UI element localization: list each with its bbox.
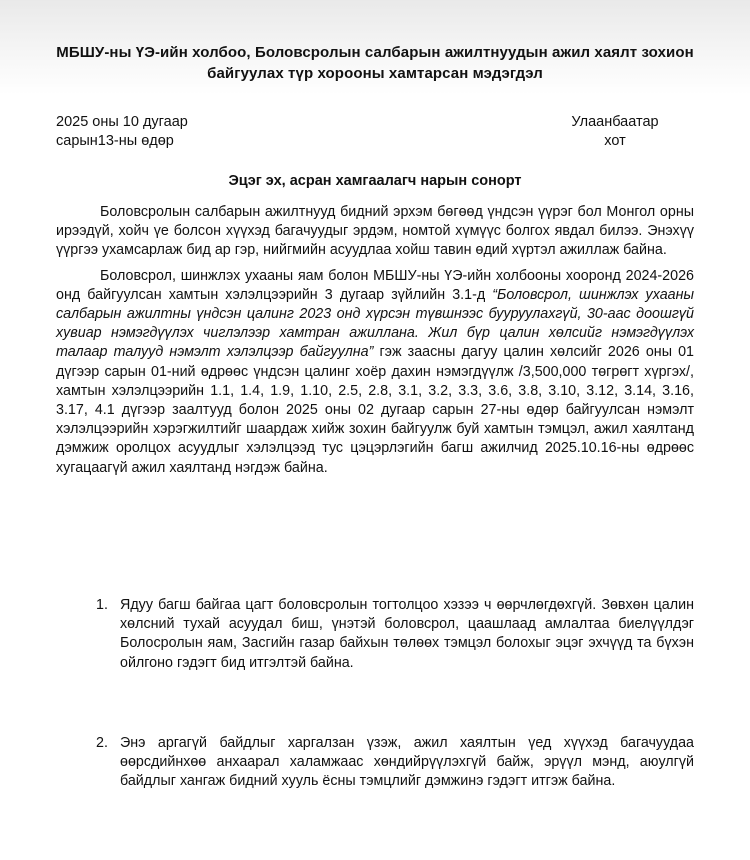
paragraph-1: Боловсролын салбарын ажилтнууд бидний эрхэм бөгөөд үндсэн үүрэг бол Монгол орны ирээдүй, хойч үе болсон хүүхэд багачуудыг эрдэм, номтой хүмүүс болгох явдал билээ. Энэхүү үүргээ ухамсарлаж бид ар гэр, нийгмийн асуудлаа хойш тавин өдий хүртэл ажиллаж байна. [56,204,694,259]
paragraph-2-start: Боловсрол, шинжлэх ухааны яам болон МБШУ-ны ҮЭ-ийн холбооны хооронд 2024-2026 онд байгуулсан хамтын хэлэлцээрийн 3 дугаар зүйлийн 3.1-д [56,267,694,303]
list-item [56,734,694,792]
document-date [56,113,188,151]
document-title: МБШУ-ны ҮЭ-ийн холбоо, Боловсролын салбарын ажилтнуудын ажил хаялт зохион байгуулах түр хорооны хамтарсан мэдэгдэл [56,44,694,82]
list-item-number: 2. [96,735,108,751]
paragraph-2-quote: “Боловсрол, шинжлэх ухааны салбарын ажилтны үндсэн цалинг 2023 онд хүрсэн түвшнээс бууруулахгүй, 30-аас доошгүй хувиар нэмэгдүүлэх чиглэлээр хамтран ажиллана. Жил бүр цалин хөлсийг нэмэгдүүлэх талаар талууд нэмэлт хэлэлцээр байгуулна” [56,286,694,361]
list-item [56,596,694,673]
document-body [56,203,694,484]
salutation-heading: Эцэг эх, асран хамгаалагч нарын сонорт [228,173,522,189]
place-line-1: Улаанбаатар [571,114,659,130]
list-item-text: Энэ аргагүй байдлыг харгалзан үзэж, ажил хаялтын үед хүүхэд багачуудаа өөрсдийнхөө анхаарал халамжаас хөндийрүүлэхгүй байж, эрүүл мэнд, аюулгүй байдлыг хангаж бидний хууль ёсны тэмцлийг дэмжинэ гэдэгт итгэж байна. [120,735,694,790]
document-place [540,113,690,151]
date-line-1: 2025 оны 10 дугаар [56,114,188,130]
place-line-2: хот [604,133,626,149]
list-item-text: Ядуу багш байгаа цагт боловсролын тогтолцоо хэзээ ч өөрчлөгдөхгүй. Зөвхөн цалин хөлсний тухай асуудал биш, үнэтэй боловсрол, цаашлаад амлалтаа биелүүлдэг Болосролын яам, Засгийн газар байхын төлөөх тэмцэл болохыг эцэг эхчүүд та бүхэн ойлгоно гэдэгт бид итгэлтэй байна. [120,597,694,671]
date-line-2: сарын13-ны өдөр [56,133,174,149]
list-item-number: 1. [96,597,108,613]
paragraph-2-end: гэж заасны дагуу цалин хөлсийг 2026 оны 01 дүгээр сарын 01-ний өдрөөс үндсэн цалинг хоёр дахин нэмэгдүүлж /3,500,000 төгрөгт хүргэх/, хамтын хэлэлцээрийн 1.1, 1.4, 1.9, 1.10, 2.5, 2.8, 3.1, 3.2, 3.3, 3.6, 3.8, 3.10, 3.12, 3.14, 3.16, 3.17, 4.1 дүгээр заалтууд болон 2025 оны 02 дугаар сарын 27-ны өдөр байгуулсан нэмэлт хэлэлцээрийн хэрэгжилтийг шаардаж хийж зохин байгуулж буй хамтын тэмцэл, ажил хаялтанд дэмжиж оролцох асуудлыг хэлэлцээд тус цэцэрлэгийн багш ажилчид 2025.10.16-ны өдрөөс хугацаагүй ажил хаялтанд нэгдэж байна. [56,344,694,476]
paragraph-2 [56,267,694,478]
